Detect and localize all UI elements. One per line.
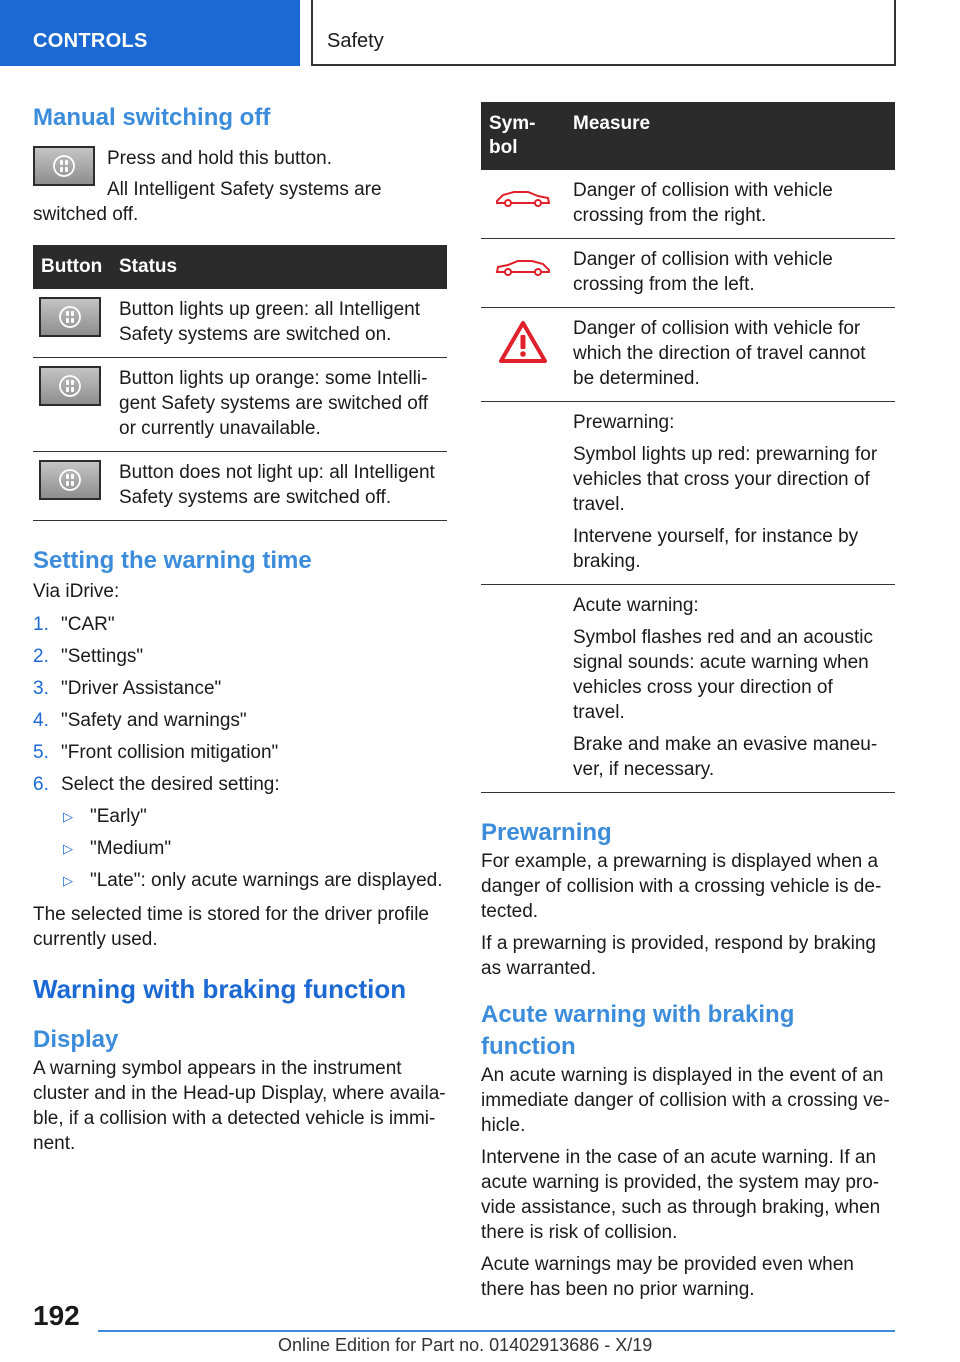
manual-line1: Press and hold this button. bbox=[107, 148, 332, 169]
safety-button-icon bbox=[33, 146, 95, 186]
right-column bbox=[481, 102, 895, 1302]
table-row bbox=[481, 585, 895, 793]
prewarning-p2: If a prewarning is provided, respond by braking as warranted. bbox=[481, 933, 877, 979]
list-item: 5. "Front collision mitigation" bbox=[33, 742, 279, 763]
prewarning-heading: Prewarning bbox=[481, 819, 612, 846]
measure-text: Prewarning: bbox=[573, 412, 675, 433]
table-row bbox=[33, 452, 447, 521]
list-item: 4. "Safety and warnings" bbox=[33, 710, 247, 731]
options-list bbox=[61, 801, 447, 897]
warning-time-note: The selected time is stored for the driver profile currently used. bbox=[33, 904, 430, 950]
status-table bbox=[33, 245, 447, 521]
warning-time-intro: Via iDrive: bbox=[33, 581, 120, 602]
page-header bbox=[311, 0, 896, 66]
safety-button-icon bbox=[39, 460, 101, 500]
measure-text: Danger of collision with vehicle crossing from the right. bbox=[565, 170, 895, 239]
braking-heading: Warning with braking function bbox=[33, 974, 407, 1004]
status-text: Button does not light up: all Intelligent Safety systems are switched off. bbox=[111, 452, 447, 521]
footer-divider bbox=[98, 1330, 895, 1332]
status-col-button: Button bbox=[33, 245, 111, 289]
left-column bbox=[33, 102, 447, 1156]
bullet-triangle-icon: ▷ bbox=[63, 873, 73, 888]
page-number: 192 bbox=[33, 1300, 80, 1331]
status-text: Button lights up green: all Intelligent Safety systems are switched on. bbox=[111, 289, 447, 358]
display-text: A warning symbol appears in the instrument cluster and in the Head-up Display, where available, if a collision with a detected vehicle is imminent. bbox=[33, 1058, 446, 1154]
car-right-icon bbox=[494, 184, 552, 210]
display-heading: Display bbox=[33, 1026, 119, 1053]
acute-p3: Acute warnings may be provided even when there has been no prior warning. bbox=[481, 1254, 854, 1300]
measure-text: Brake and make an evasive maneuver, if necessary. bbox=[573, 734, 878, 780]
list-item: 3. "Driver Assistance" bbox=[33, 678, 222, 699]
edition-text: Online Edition for Part no. 01402913686 - X/19 bbox=[278, 1335, 653, 1355]
section-label: CONTROLS bbox=[33, 30, 148, 52]
car-left-icon bbox=[494, 253, 552, 279]
table-row bbox=[33, 358, 447, 452]
list-item: ▷ "Early" bbox=[61, 801, 447, 833]
list-item: ▷ "Medium" bbox=[61, 833, 447, 865]
bullet-triangle-icon: ▷ bbox=[63, 809, 73, 824]
manual-row bbox=[33, 144, 447, 202]
manual-line2: All Intelligent Safety systems are bbox=[107, 179, 382, 200]
bullet-triangle-icon: ▷ bbox=[63, 841, 73, 856]
table-row bbox=[481, 308, 895, 402]
page-title: Safety bbox=[327, 30, 384, 52]
manual-heading: Manual switching off bbox=[33, 104, 271, 131]
table-row bbox=[481, 170, 895, 239]
list-item: 6. Select the desired setting: bbox=[33, 774, 280, 795]
symbol-col-symbol: Symbol bbox=[481, 102, 565, 170]
symbol-table bbox=[481, 102, 895, 793]
table-row bbox=[33, 289, 447, 358]
measure-text: Danger of collision with vehicle for which the direction of travel cannot be determined. bbox=[565, 308, 895, 402]
measure-text: Intervene yourself, for instance by braking. bbox=[573, 526, 859, 572]
acute-p1: An acute warning is displayed in the event of an immediate danger of collision with a crossing vehicle. bbox=[481, 1065, 890, 1136]
list-item: ▷ "Late": only acute warnings are displayed. bbox=[61, 865, 447, 897]
section-tab bbox=[0, 0, 300, 66]
list-item: 2. "Settings" bbox=[33, 646, 144, 667]
warning-time-heading: Setting the warning time bbox=[33, 547, 312, 574]
table-row bbox=[481, 402, 895, 585]
measure-text: Danger of collision with vehicle crossing from the left. bbox=[565, 239, 895, 308]
steps-list bbox=[33, 609, 447, 801]
acute-p2: Intervene in the case of an acute warning. If an acute warning is provided, the system may provide assistance, such as through braking, when there is risk of collision. bbox=[481, 1147, 881, 1243]
status-text: Button lights up orange: some Intelligent Safety systems are switched off or currently unavailable. bbox=[111, 358, 447, 452]
list-item: 1. "CAR" bbox=[33, 614, 115, 635]
status-col-status: Status bbox=[111, 245, 447, 289]
symbol-col-measure: Measure bbox=[565, 102, 895, 170]
acute-heading: Acute warning with braking function bbox=[481, 1001, 795, 1060]
table-row bbox=[481, 239, 895, 308]
safety-button-icon bbox=[39, 297, 101, 337]
warning-triangle-icon bbox=[498, 320, 548, 364]
measure-text: Symbol flashes red and an acoustic signal sounds: acute warning when vehicles cross your direction of travel. bbox=[573, 627, 873, 723]
measure-text: Acute warning: bbox=[573, 595, 699, 616]
measure-text: Symbol lights up red: prewarning for vehicles that cross your direction of travel. bbox=[573, 444, 878, 515]
prewarning-p1: For example, a prewarning is displayed when a danger of collision with a crossing vehicle is detected. bbox=[481, 851, 882, 922]
manual-line3: switched off. bbox=[33, 204, 139, 225]
safety-button-icon bbox=[39, 366, 101, 406]
